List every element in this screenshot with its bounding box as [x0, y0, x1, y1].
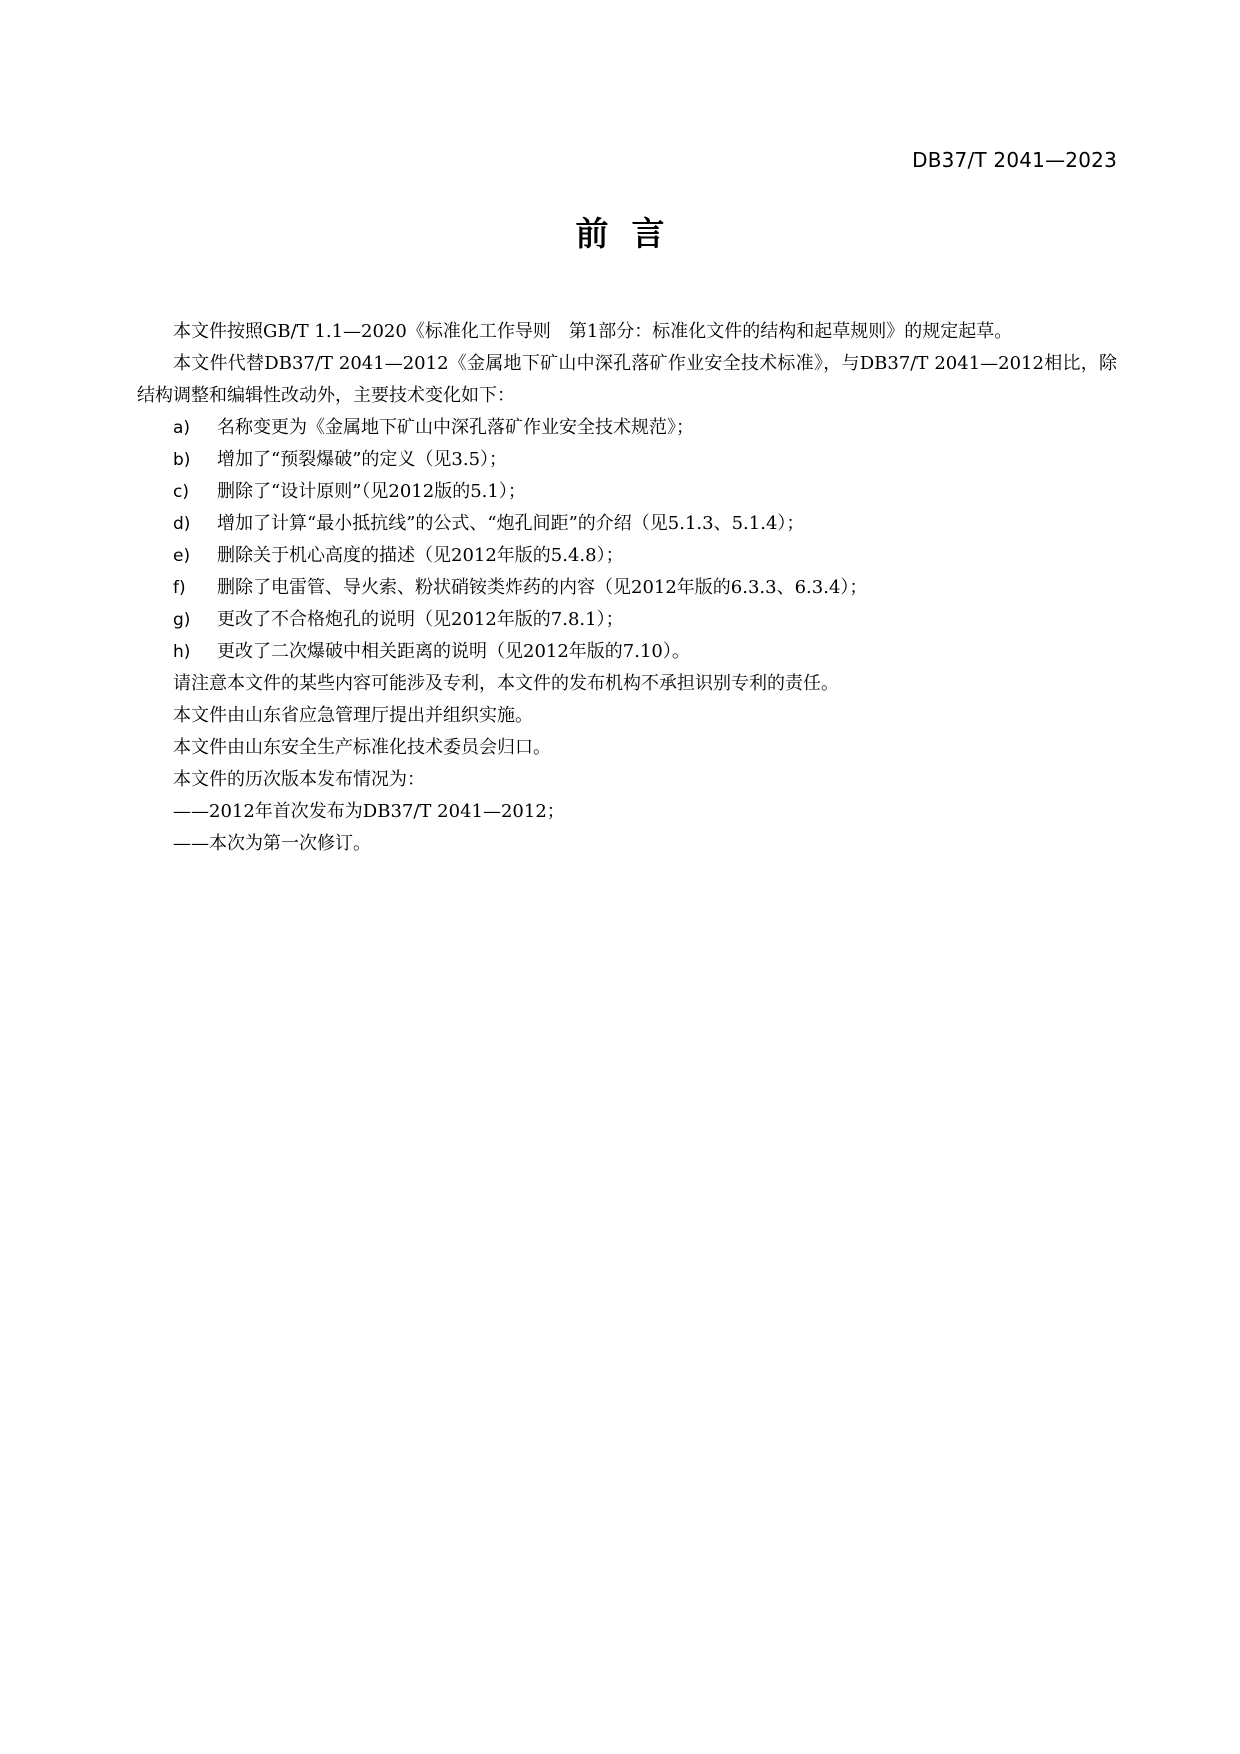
list-item-marker: h) [173, 642, 191, 662]
list-item-marker: f) [173, 578, 186, 598]
paragraph-version-history-first: ——2012年首次发布为DB37/T 2041—2012； [173, 801, 565, 822]
page-title: 前 言 [575, 214, 665, 253]
document-id-header: DB37/T 2041—2023 [912, 148, 1117, 172]
list-item [137, 572, 1117, 604]
paragraph-version-history-current: ——本次为第一次修订。 [173, 833, 371, 854]
paragraph-drafting-basis: 本文件按照GB/T 1.1—2020《标准化工作导则 第1部分：标准化文件的结构和起草规则》的规定起草。 [173, 321, 1013, 342]
list-item-marker: d) [173, 514, 191, 534]
foreword-body [137, 316, 1117, 860]
list-item-text: 删除关于机心高度的描述（见2012年版的5.4.8）； [217, 545, 624, 566]
list-item-text: 增加了“预裂爆破”的定义（见3.5）； [217, 449, 508, 470]
list-item [137, 540, 1117, 572]
list-item-marker: a) [173, 418, 191, 438]
list-item-text: 删除了电雷管、导火索、粉状硝铵类炸药的内容（见2012年版的6.3.3、6.3.4）； [217, 577, 868, 598]
paragraph-replacement-note: 本文件代替DB37/T 2041—2012《金属地下矿山中深孔落矿作业安全技术标准》，与DB37/T 2041—2012相比，除结构调整和编辑性改动外，主要技术变化如下： [137, 353, 1117, 406]
list-item-marker: e) [173, 546, 191, 566]
list-item-text: 名称变更为《金属地下矿山中深孔落矿作业安全技术规范》； [217, 417, 694, 438]
list-item [137, 444, 1117, 476]
list-item-text: 删除了“设计原则”（见2012版的5.1）； [217, 481, 526, 502]
list-item [137, 508, 1117, 540]
paragraph-patent-notice: 请注意本文件的某些内容可能涉及专利，本文件的发布机构不承担识别专利的责任。 [173, 673, 839, 694]
list-item-text: 增加了计算“最小抵抗线”的公式、“炮孔间距”的介绍（见5.1.3、5.1.4）； [217, 513, 805, 534]
list-item [137, 636, 1117, 668]
list-item [137, 476, 1117, 508]
paragraph-proposer: 本文件由山东省应急管理厅提出并组织实施。 [173, 705, 533, 726]
list-item-text: 更改了二次爆破中相关距离的说明（见2012年版的7.10）。 [217, 641, 690, 662]
list-item-marker: b) [173, 450, 191, 470]
list-item [137, 604, 1117, 636]
technical-changes-list [137, 412, 1117, 668]
list-item [137, 412, 1117, 444]
list-item-marker: g) [173, 610, 191, 630]
list-item-text: 更改了不合格炮孔的说明（见2012年版的7.8.1）； [217, 609, 624, 630]
paragraph-version-history-heading: 本文件的历次版本发布情况为： [173, 769, 425, 790]
paragraph-committee: 本文件由山东安全生产标准化技术委员会归口。 [173, 737, 551, 758]
list-item-marker: c) [173, 482, 189, 502]
